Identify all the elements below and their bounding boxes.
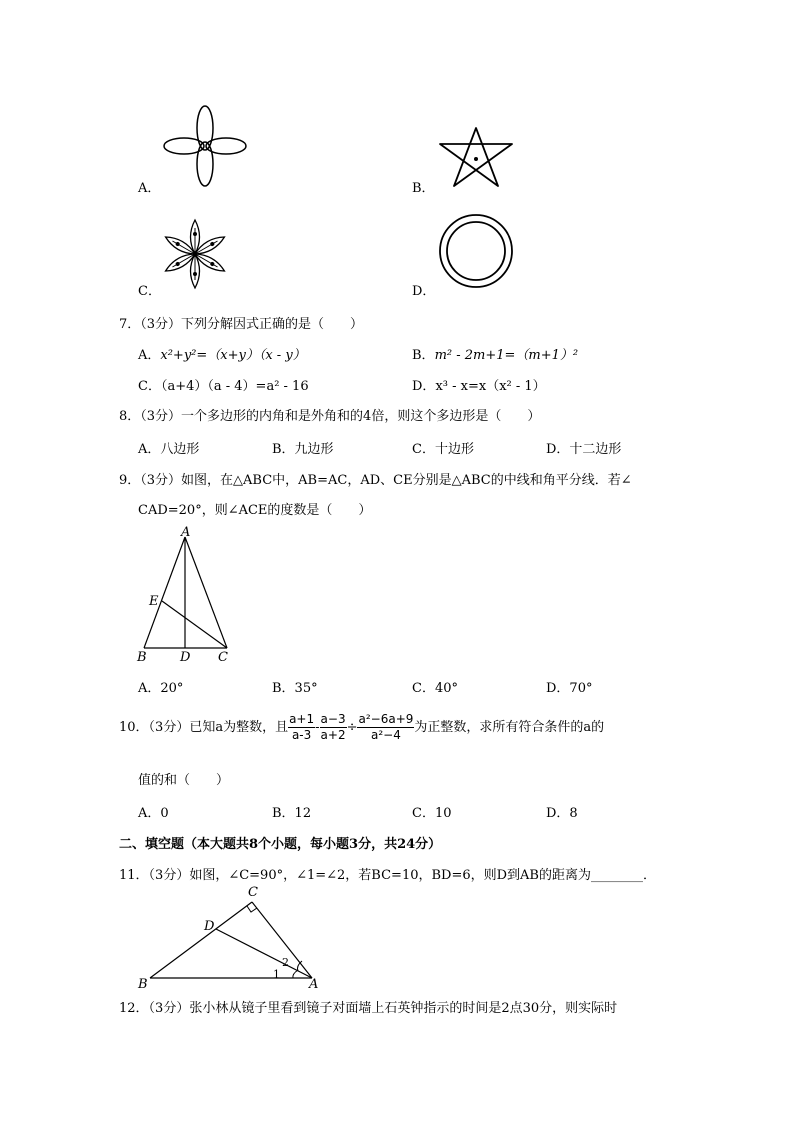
label-d: D <box>204 919 215 934</box>
label-a: A <box>181 525 191 540</box>
q12-stem: 12．（3分）张小林从镜子里看到镜子对面墙上石英钟指示的时间是2点30分，则实际时 <box>119 1001 618 1016</box>
fraction-2: $\frac{a-3}{a+2}$ <box>320 712 346 742</box>
q7-option-c: C．（a+4）（a - 4）=a² - 16 <box>138 379 309 394</box>
q9-option-d: D．70° <box>546 681 593 696</box>
six-petal-flower-figure <box>160 216 230 292</box>
concentric-rings-figure <box>436 212 516 290</box>
q10-stem-line2: 值的和（ ） <box>138 773 230 788</box>
label-c: C <box>218 650 228 665</box>
q10-stem-line1: 10．（3分）已知a为整数，且 $\frac{a+1}{a-3}$ - $\frac{a-3}{a+2}$ ÷ $\frac{\text{a²−6a+9}}{\text{a²−4}}$ 为正整数，求所有符合条件的a的 <box>119 712 605 742</box>
q11-stem: 11．（3分）如图，∠C=90°，∠1=∠2，若BC=10，BD=6，则D到AB的距离为________． <box>119 868 656 883</box>
five-point-star-figure <box>436 126 516 188</box>
option-label: B． <box>412 181 435 196</box>
q9-option-a: A．20° <box>138 681 184 696</box>
q10-option-a: A．0 <box>138 806 169 821</box>
q9-triangle-figure <box>132 524 242 666</box>
q9-stem-line1: 9．（3分）如图，在△ABC中，AB=AC，AD、CE分别是△ABC的中线和角平分线．若∠ <box>119 473 632 488</box>
q10-option-c: C．10 <box>412 806 452 821</box>
q7-option-a: A．x²+y²=（x+y）（x - y） <box>138 348 306 363</box>
q8-option-a: A．八边形 <box>138 442 200 457</box>
option-label: D． <box>412 284 436 299</box>
label-e: E <box>149 594 159 609</box>
q8-stem: 8．（3分）一个多边形的内角和是外角和的4倍，则这个多边形是（ ） <box>119 409 541 424</box>
label-b: B <box>138 977 148 992</box>
label-c: C <box>248 885 258 900</box>
q9-option-c: C．40° <box>412 681 458 696</box>
four-petal-flower-figure <box>160 104 250 188</box>
q8-option-d: D．十二边形 <box>546 442 622 457</box>
q10-option-b: B．12 <box>272 806 312 821</box>
label-angle-1: 1 <box>273 968 280 981</box>
q9-stem-line2: CAD=20°，则∠ACE的度数是（ ） <box>138 503 372 518</box>
fraction-3: $\frac{\text{a²−6a+9}}{\text{a²−4}}$ <box>358 712 414 742</box>
q8-option-b: B．九边形 <box>272 442 334 457</box>
q10-option-d: D．8 <box>546 806 578 821</box>
label-b: B <box>137 650 147 665</box>
q9-option-b: B．35° <box>272 681 318 696</box>
q7-option-b: B．m² - 2m+1=（m+1）² <box>412 348 579 363</box>
section-title: 二、填空题（本大题共8个小题，每小题3分，共24分） <box>119 837 442 852</box>
option-label: C． <box>138 284 161 299</box>
q7-stem: 7．（3分）下列分解因式正确的是（ ） <box>119 317 364 332</box>
option-label: A． <box>138 181 161 196</box>
q8-option-c: C．十边形 <box>412 442 474 457</box>
label-angle-2: 2 <box>282 956 289 969</box>
fraction-1: $\frac{a+1}{a-3}$ <box>289 712 315 742</box>
label-d: D <box>180 650 191 665</box>
q7-option-d: D．x³ - x=x（x² - 1） <box>412 379 546 394</box>
label-a: A <box>309 977 319 992</box>
q11-right-triangle-figure <box>132 882 332 992</box>
